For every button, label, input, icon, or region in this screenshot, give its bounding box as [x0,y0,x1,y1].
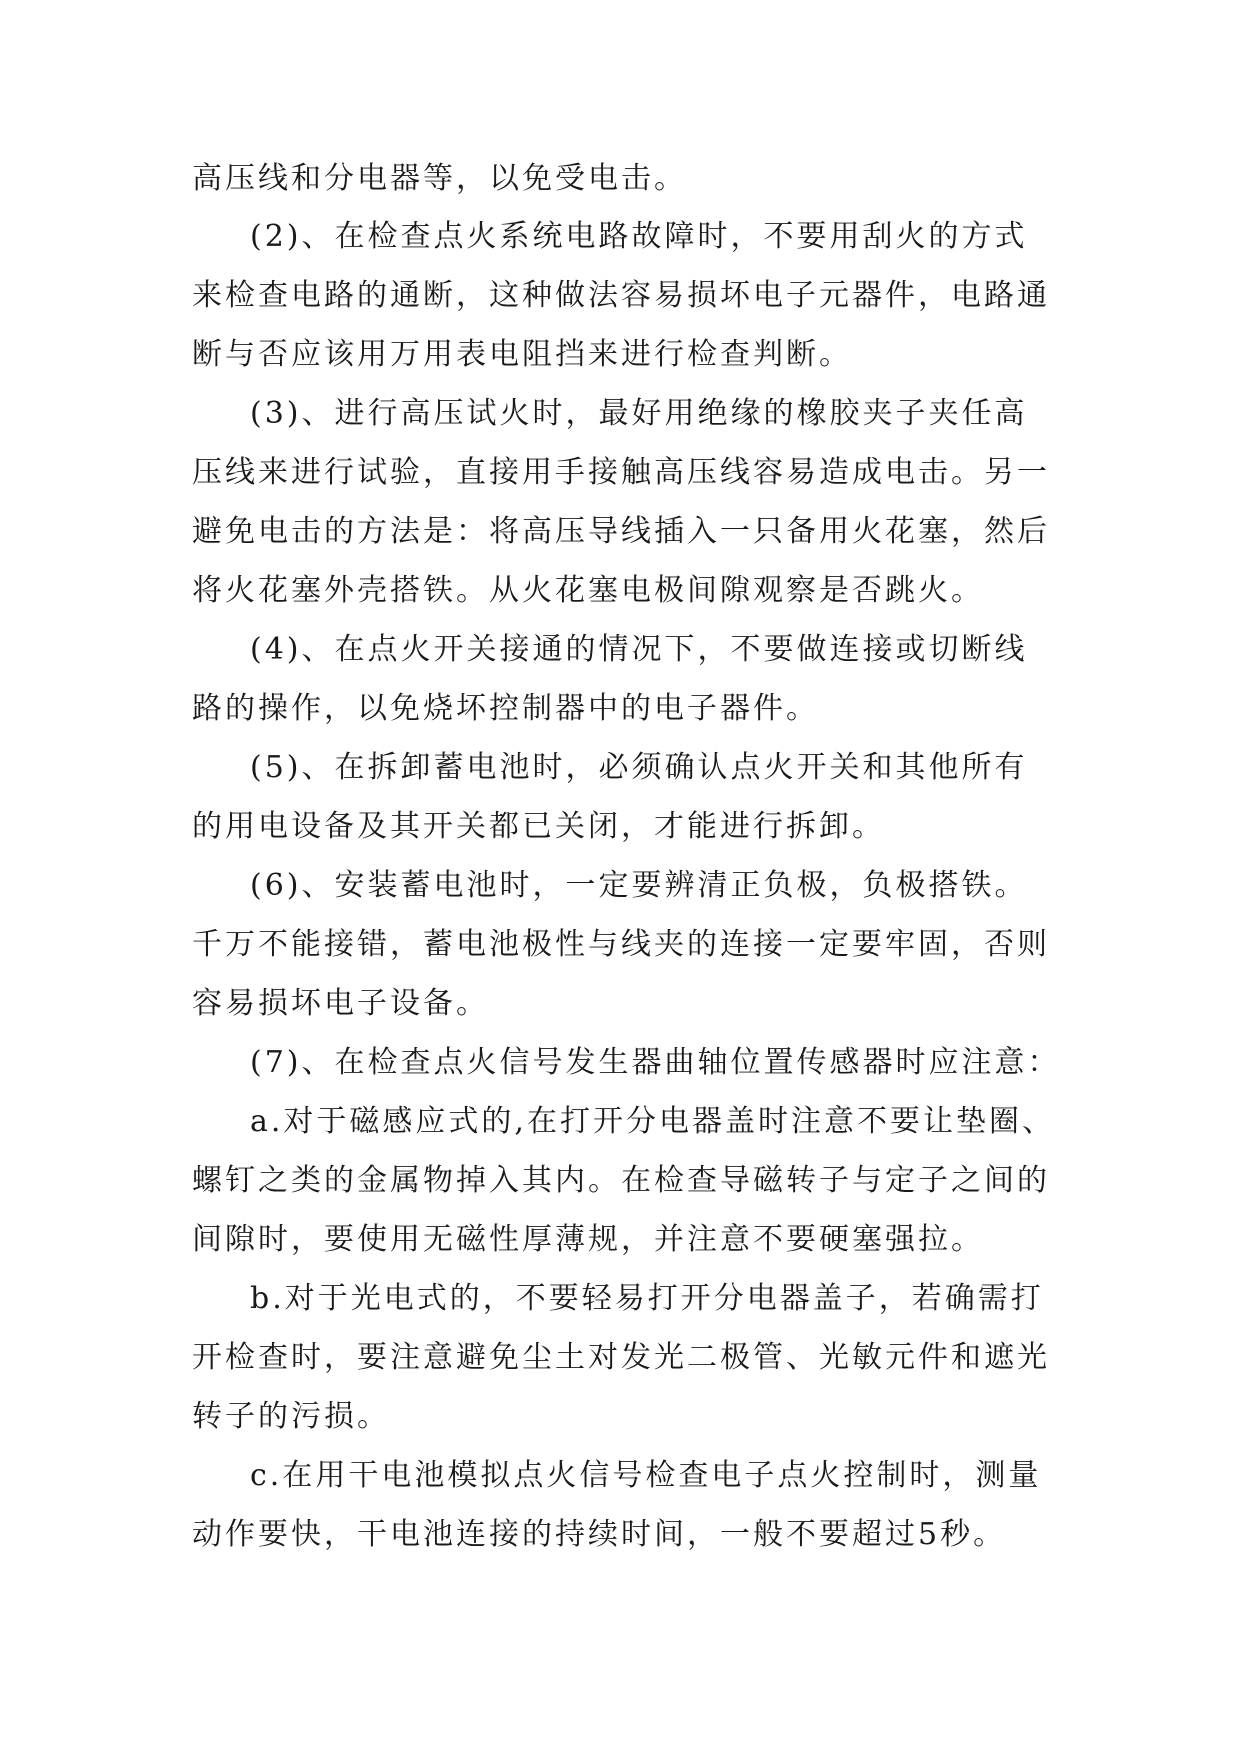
text-line: 将火花塞外壳搭铁。从火花塞电极间隙观察是否跳火。 [192,573,984,608]
text-line: 螺钉之类的金属物掉入其内。在检查导磁转子与定子之间的 [192,1163,1050,1198]
text-line: 的用电设备及其开关都已关闭，才能进行拆卸。 [192,809,885,844]
document-body [192,158,1061,1556]
text-line: 来检查电路的通断，这种做法容易损坏电子元器件，电路通 [192,278,1050,313]
text-line: 转子的污损。 [192,1399,390,1434]
text-line: (7)、在检查点火信号发生器曲轴位置传感器时应注意： [250,1045,1061,1080]
text-line: 间隙时，要使用无磁性厚薄规，并注意不要硬塞强拉。 [192,1222,984,1257]
text-line: 开检查时，要注意避免尘土对发光二极管、光敏元件和遮光 [192,1340,1050,1375]
text-line: (3)、进行高压试火时，最好用绝缘的橡胶夹子夹任高 [250,396,1028,431]
text-line: 压线来进行试验，直接用手接触高压线容易造成电击。另一 [192,455,1050,490]
text-line: (5)、在拆卸蓄电池时，必须确认点火开关和其他所有 [250,750,1028,785]
text-line: 路的操作，以免烧坏控制器中的电子器件。 [192,691,819,726]
text-line: 容易损坏电子设备。 [192,986,489,1021]
text-line: c.在用干电池模拟点火信号检查电子点火控制时，测量 [250,1458,1042,1493]
text-line: 断与否应该用万用表电阻挡来进行检查判断。 [192,337,852,372]
text-line: a.对于磁感应式的,在打开分电器盖时注意不要让垫圈、 [250,1104,1055,1139]
text-line: (6)、安装蓄电池时，一定要辨清正负极，负极搭铁。 [250,868,1028,903]
text-line: 避免电击的方法是：将高压导线插入一只备用火花塞，然后 [192,514,1050,549]
text-line: b.对于光电式的，不要轻易打开分电器盖子，若确需打 [250,1281,1044,1316]
text-line: (2)、在检查点火系统电路故障时，不要用刮火的方式 [250,219,1028,254]
text-line: 高压线和分电器等，以免受电击。 [192,161,687,196]
text-line: 千万不能接错，蓄电池极性与线夹的连接一定要牢固，否则 [192,927,1050,962]
text-line: (4)、在点火开关接通的情况下，不要做连接或切断线 [250,632,1028,667]
text-line: 动作要快，干电池连接的持续时间，一般不要超过5秒。 [192,1517,1007,1552]
